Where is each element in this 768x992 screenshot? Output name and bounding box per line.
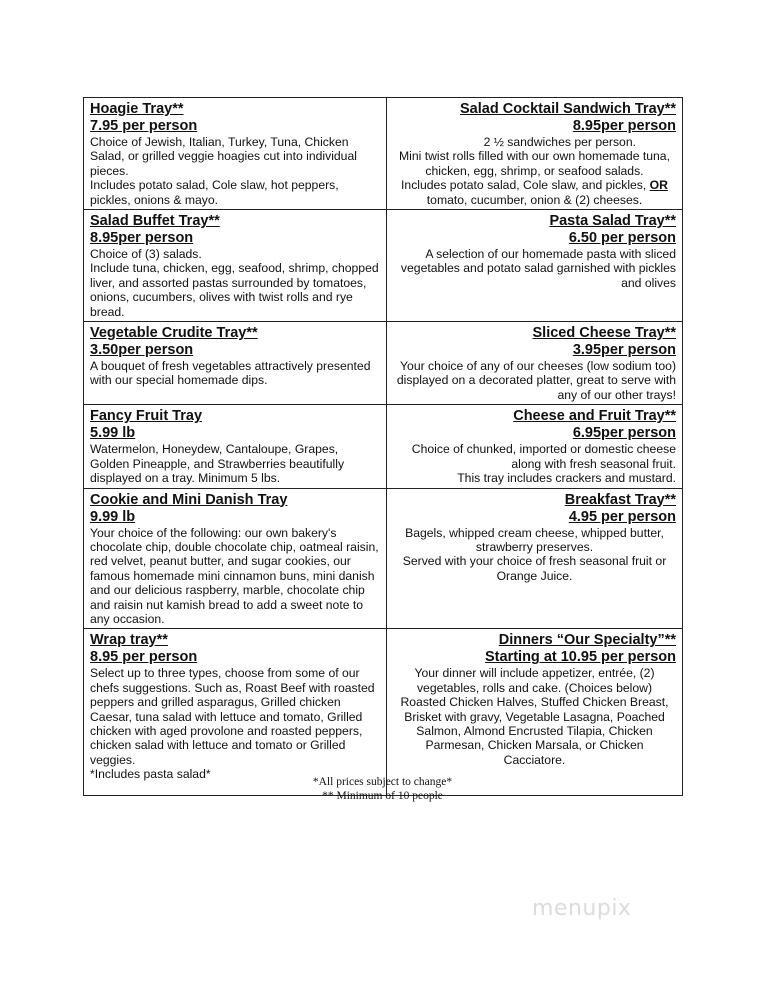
menu-row	[84, 98, 683, 210]
breakfast-tray-cell	[387, 488, 683, 629]
item-description: Served with your choice of fresh seasonal fruit or Orange Juice.	[402, 554, 667, 583]
footnotes	[83, 775, 682, 803]
menupix-watermark: menupix	[532, 896, 632, 921]
item-description: A bouquet of fresh vegetables attractively presented with our special homemade dips.	[90, 359, 371, 388]
item-price: 8.95 per person	[90, 649, 198, 666]
includes-text: Includes potato salad, Cole slaw, and pickles,	[401, 178, 647, 193]
alternative-text: tomato, cucumber, onion & (2) cheeses.	[426, 192, 643, 207]
item-title: Breakfast Tray**	[564, 491, 676, 508]
item-price: 6.95per person	[572, 425, 676, 442]
item-price: 8.95per person	[572, 118, 676, 134]
item-title: Sliced Cheese Tray**	[532, 325, 676, 342]
wrap-tray-cell	[84, 629, 387, 796]
item-description: Your choice of any of our cheeses (low sodium too) displayed on a decorated platter, great to serve with any of our other trays!	[396, 359, 676, 402]
item-title: Salad Buffet Tray**	[90, 213, 220, 230]
item-description: Choice of (3) salads.	[90, 247, 202, 262]
item-price: 9.99 lb	[90, 508, 136, 525]
hoagie-tray-cell	[84, 98, 387, 210]
item-title: Fancy Fruit Tray	[90, 408, 203, 425]
menu-row	[84, 488, 683, 629]
pasta-salad-tray-cell	[387, 210, 683, 322]
item-price: 3.50per person	[90, 342, 194, 359]
item-price: 8.95per person	[90, 230, 194, 247]
cookie-danish-tray-cell	[84, 488, 387, 629]
item-title: Wrap tray**	[90, 632, 168, 649]
or-text: OR	[649, 178, 668, 193]
menu-row	[84, 629, 683, 796]
item-title: Salad Cocktail Sandwich Tray**	[460, 101, 676, 117]
item-note: *Includes pasta salad*	[90, 767, 211, 782]
item-price: 7.95 per person	[90, 118, 198, 134]
dinners-specialty-cell	[387, 629, 683, 796]
item-price: Starting at 10.95 per person	[485, 649, 676, 666]
item-description: Select up to three types, choose from some of our chefs suggestions. Such as, Roast Beef with roasted peppers and grilled asparagus, Grilled chicken Caesar, tuna salad with lettuce and tomato, Grilled chicken with aged provolone and roasted peppers, chicken salad with lettuce and tomato or Grilled veggies.	[90, 666, 375, 767]
item-description: Choice of Jewish, Italian, Turkey, Tuna, Chicken Salad, or grilled veggie hoagies cut into individual pieces.	[90, 135, 357, 178]
item-description: Choice of chunked, imported or domestic cheese along with fresh seasonal fruit.	[411, 442, 676, 471]
item-description: 2 ½ sandwiches per person.	[483, 135, 636, 149]
item-title: Vegetable Crudite Tray**	[90, 325, 258, 342]
menu-row	[84, 405, 683, 488]
item-description: A selection of our homemade pasta with sliced vegetables and potato salad garnished with pickles and olives	[400, 247, 676, 290]
prices-footnote: *All prices subject to change*	[312, 776, 453, 788]
item-price: 5.99 lb	[90, 425, 136, 442]
menu-row	[84, 210, 683, 322]
item-title: Hoagie Tray**	[90, 101, 184, 117]
item-description: Your choice of the following: our own bakery's chocolate chip, double chocolate chip, oatmeal raisin, red velvet, peanut butter, and sugar cookies, our famous homemade mini cinnamon buns, mini danish and our delicious raspberry, marble, chocolate chip and raisin nut kamish bread to add a sweet note to any occasion.	[90, 525, 379, 626]
item-title: Cookie and Mini Danish Tray	[90, 491, 288, 508]
fancy-fruit-tray-cell	[84, 405, 387, 488]
item-price: 3.95per person	[572, 342, 676, 359]
vegetable-crudite-tray-cell	[84, 322, 387, 405]
item-title: Cheese and Fruit Tray**	[513, 408, 676, 425]
sliced-cheese-tray-cell	[387, 322, 683, 405]
salad-buffet-tray-cell	[84, 210, 387, 322]
item-description: This tray includes crackers and mustard.	[457, 471, 676, 486]
menu-table	[83, 97, 683, 796]
item-description: Mini twist rolls filled with our own homemade tuna, chicken, egg, shrimp, or seafood salads.	[399, 149, 670, 178]
item-description: Your dinner will include appetizer, entrée, (2) vegetables, rolls and cake. (Choices below) Roasted Chicken Halves, Stuffed Chicken Breast, Brisket with gravy, Vegetable Lasagna, Poached Salmon, Almond Encrusted Tilapia, Chicken Parmesan, Chicken Marsala, or Chicken Cacciatore.	[400, 666, 669, 767]
item-description	[393, 178, 676, 207]
item-description: Watermelon, Honeydew, Cantaloupe, Grapes, Golden Pineapple, and Strawberries beautifully displayed on a tray. Minimum 5 lbs.	[90, 442, 345, 486]
item-price: 4.95 per person	[568, 508, 676, 525]
minimum-footnote: ** Minimum of 10 people	[322, 790, 443, 802]
cheese-fruit-tray-cell	[387, 405, 683, 488]
item-description: Includes potato salad, Cole slaw, hot peppers, pickles, onions & mayo.	[90, 178, 339, 207]
item-description: Include tuna, chicken, egg, seafood, shrimp, chopped liver, and assorted pastas surrounded by tomatoes, onions, cucumbers, olives with twist rolls and rye bread.	[90, 261, 379, 319]
item-title: Dinners “Our Specialty”**	[498, 632, 676, 649]
salad-cocktail-tray-cell	[387, 98, 683, 210]
menu-row	[84, 322, 683, 405]
item-title: Pasta Salad Tray**	[549, 213, 676, 230]
item-description: Bagels, whipped cream cheese, whipped butter, strawberry preserves.	[405, 525, 664, 554]
item-price: 6.50 per person	[568, 230, 676, 247]
